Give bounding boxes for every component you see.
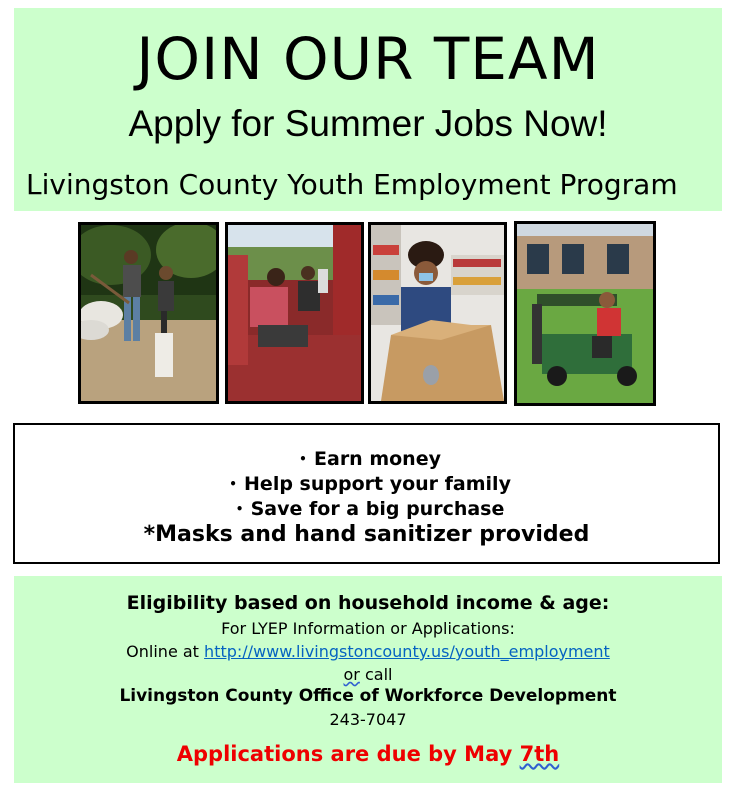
eligibility-heading: Eligibility based on household income & age: [126, 592, 610, 614]
youth-golf-cart-photo [514, 221, 656, 406]
info-panel [14, 576, 722, 783]
bullet-icon: • [235, 502, 244, 516]
youth-sandbagging-photo [78, 222, 219, 404]
program-name: Livingston County Youth Employment Program [26, 168, 678, 201]
bullet-icon: • [299, 452, 307, 466]
phone-number: 243-7047 [329, 710, 407, 729]
list-item: • Save for a big purchase [15, 497, 718, 522]
safety-note: *Masks and hand sanitizer provided [143, 522, 590, 547]
benefits-list [15, 447, 718, 522]
bullet-icon: • [229, 477, 237, 491]
deadline-notice [14, 742, 722, 766]
call-text: call [359, 665, 393, 684]
list-item: • Help support your family [15, 472, 718, 497]
office-name: Livingston County Office of Workforce Development [119, 686, 617, 706]
youth-food-pantry-photo [368, 222, 507, 404]
program-website-link[interactable]: http://www.livingstoncounty.us/youth_employment [204, 642, 610, 661]
online-line [14, 642, 722, 661]
benefits-panel [13, 423, 720, 564]
page-subtitle: Apply for Summer Jobs Now! [128, 103, 608, 144]
deadline-prefix: Applications are due by May [176, 742, 520, 766]
info-instructions: For LYEP Information or Applications: [221, 619, 515, 638]
or-text: or [343, 665, 360, 684]
header-panel [14, 8, 722, 211]
deadline-day: 7th [519, 742, 560, 766]
online-prefix: Online at [126, 642, 199, 661]
youth-painting-fence-photo [225, 222, 364, 404]
list-item: • Earn money [15, 447, 718, 472]
or-call-line [14, 665, 722, 684]
page-title: JOIN OUR TEAM [136, 25, 600, 93]
